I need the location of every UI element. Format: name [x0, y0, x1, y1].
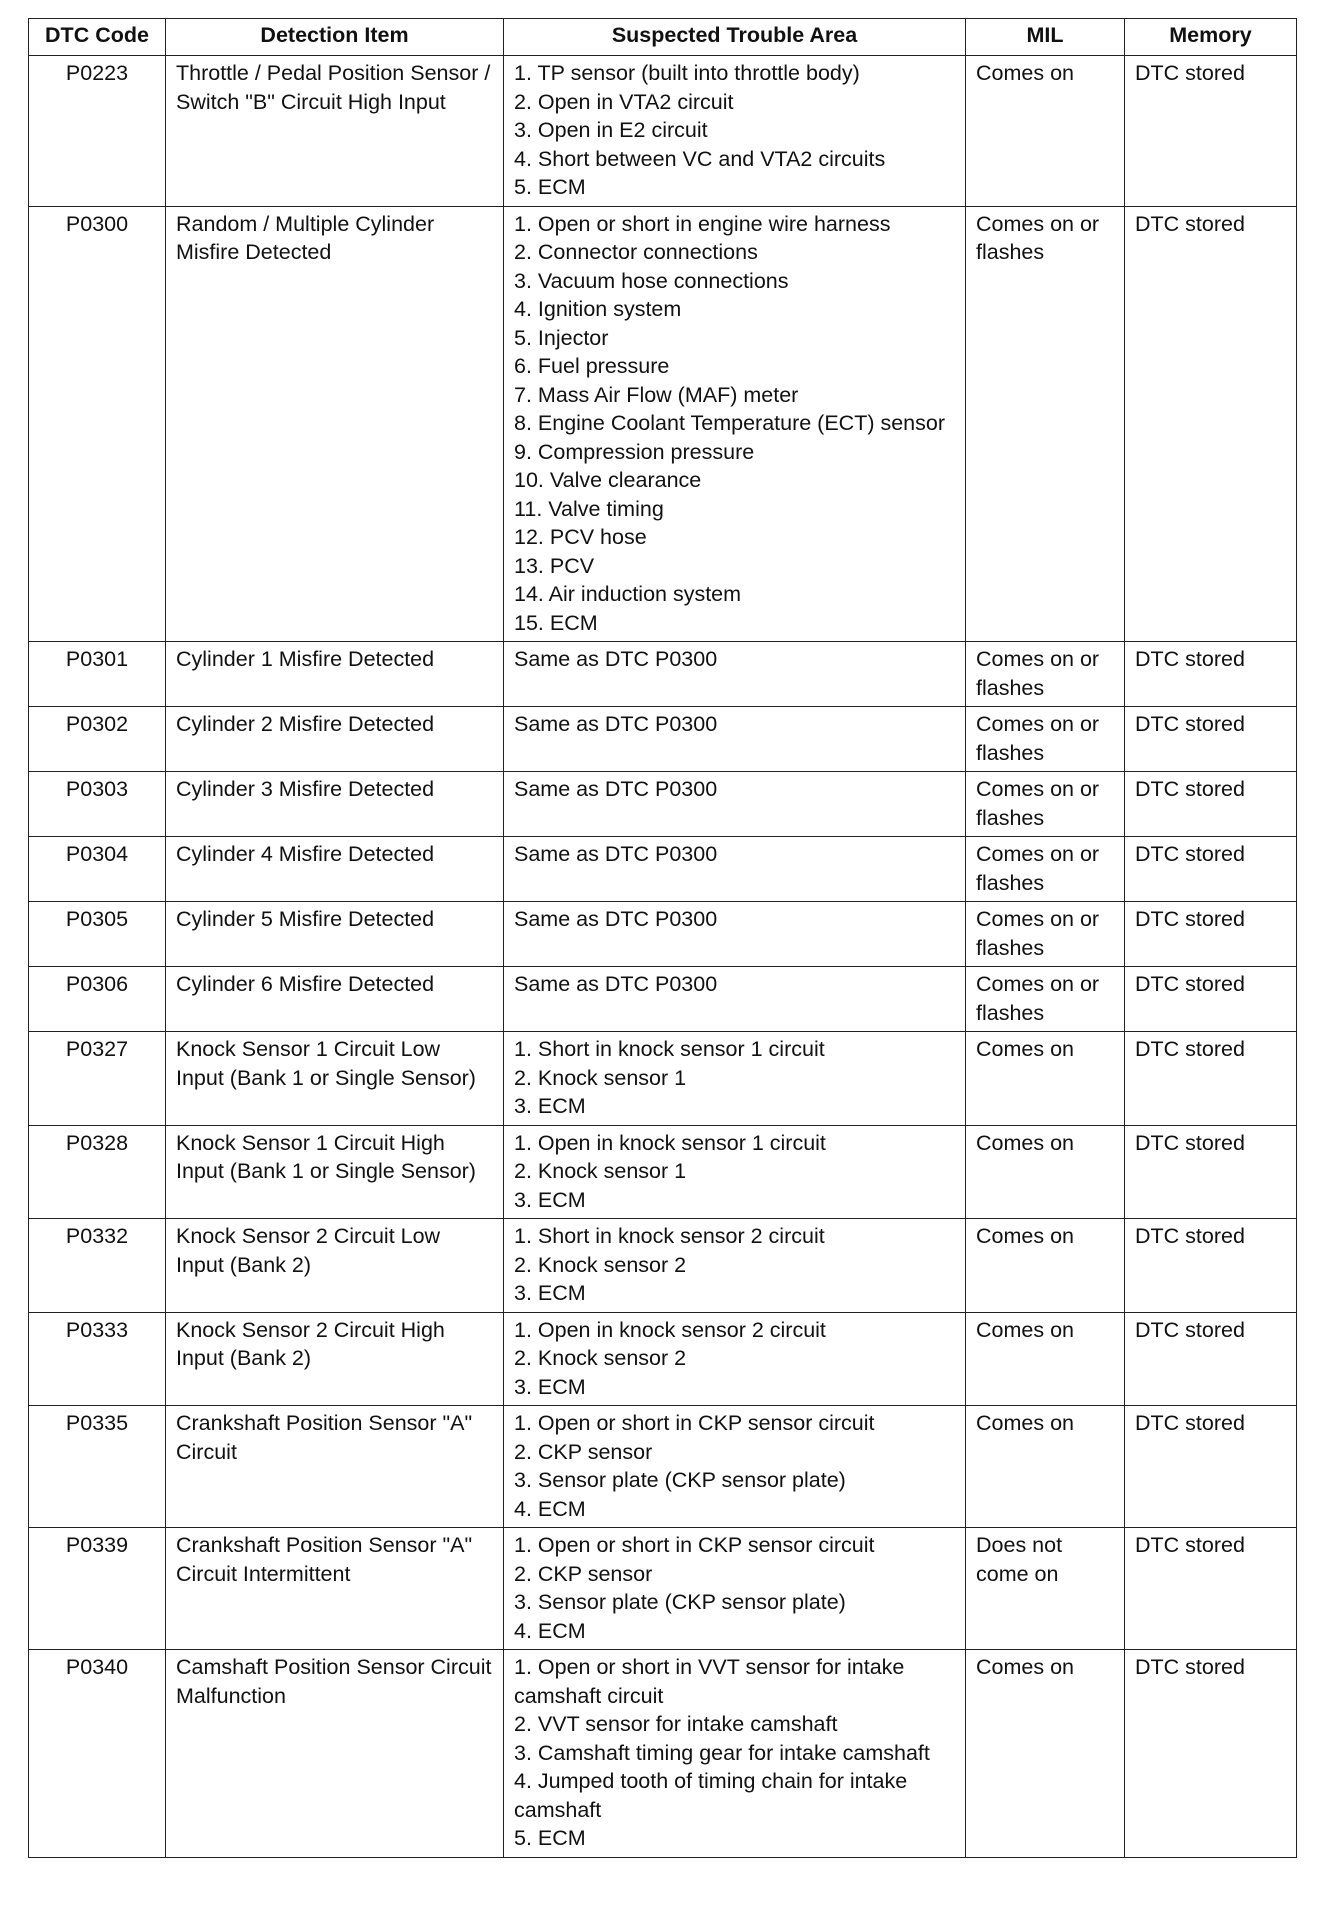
detection-item-cell: Cylinder 4 Misfire Detected [166, 837, 504, 902]
document-page [28, 18, 1296, 1858]
memory-cell: DTC stored [1125, 1406, 1297, 1528]
dtc-code-cell: P0306 [29, 967, 166, 1032]
trouble-area-cell [504, 837, 966, 902]
dtc-code-cell: P0301 [29, 642, 166, 707]
dtc-code-cell: P0327 [29, 1032, 166, 1126]
trouble-area-line: 1. TP sensor (built into throttle body) [514, 61, 860, 85]
dtc-code-cell: P0332 [29, 1219, 166, 1313]
trouble-area-line: 1. Open or short in VVT sensor for intake camshaft circuit [514, 1655, 905, 1708]
header-memory: Memory [1125, 19, 1297, 56]
trouble-area-line: 3. ECM [514, 1187, 586, 1212]
mil-cell: Comes on [966, 1032, 1125, 1126]
memory-cell: DTC stored [1125, 206, 1297, 642]
table-row [29, 56, 1297, 207]
memory-cell: DTC stored [1125, 902, 1297, 967]
detection-item-cell: Cylinder 2 Misfire Detected [166, 707, 504, 772]
trouble-area-line: 4. Ignition system [514, 297, 682, 321]
memory-cell: DTC stored [1125, 642, 1297, 707]
trouble-area-line: Same as DTC P0300 [514, 647, 718, 671]
memory-cell: DTC stored [1125, 56, 1297, 207]
dtc-code-cell: P0304 [29, 837, 166, 902]
detection-item-cell: Throttle / Pedal Position Sensor / Switch "B" Circuit High Input [166, 56, 504, 207]
mil-cell: Comes on or flashes [966, 707, 1125, 772]
memory-cell: DTC stored [1125, 1312, 1297, 1406]
trouble-area-line: 2. CKP sensor [514, 1439, 653, 1464]
detection-item-cell: Cylinder 3 Misfire Detected [166, 772, 504, 837]
trouble-area-line: 12. PCV hose [514, 525, 647, 549]
trouble-area-line: 2. Knock sensor 2 [514, 1346, 687, 1370]
dtc-table [28, 18, 1297, 1858]
mil-cell: Does not come on [966, 1528, 1125, 1650]
memory-cell: DTC stored [1125, 1219, 1297, 1313]
trouble-area-line: 1. Short in knock sensor 1 circuit [514, 1037, 825, 1061]
detection-item-cell: Knock Sensor 2 Circuit Low Input (Bank 2) [166, 1219, 504, 1313]
trouble-area-line: 4. ECM [514, 1618, 586, 1643]
trouble-area-line: 4. Jumped tooth of timing chain for intake camshaft [514, 1769, 908, 1822]
table-header-row [29, 19, 1297, 56]
trouble-area-line: 5. ECM [514, 175, 586, 199]
table-row [29, 1032, 1297, 1126]
dtc-code-cell: P0300 [29, 206, 166, 642]
trouble-area-cell [504, 1528, 966, 1650]
mil-cell: Comes on [966, 1219, 1125, 1313]
trouble-area-line: 3. ECM [514, 1281, 586, 1305]
table-row [29, 1312, 1297, 1406]
trouble-area-cell [504, 772, 966, 837]
mil-cell: Comes on or flashes [966, 642, 1125, 707]
dtc-code-cell: P0328 [29, 1125, 166, 1219]
header-suspected-trouble-area: Suspected Trouble Area [504, 19, 966, 56]
dtc-code-cell: P0305 [29, 902, 166, 967]
memory-cell: DTC stored [1125, 1125, 1297, 1219]
dtc-code-cell: P0340 [29, 1650, 166, 1858]
table-row [29, 1528, 1297, 1650]
trouble-area-line: Same as DTC P0300 [514, 907, 718, 931]
trouble-area-line: 3. ECM [514, 1374, 586, 1399]
mil-cell: Comes on or flashes [966, 772, 1125, 837]
trouble-area-cell [504, 56, 966, 207]
trouble-area-line: 4. Short between VC and VTA2 circuits [514, 146, 886, 171]
trouble-area-cell [504, 1125, 966, 1219]
table-body [29, 56, 1297, 1858]
trouble-area-cell [504, 642, 966, 707]
memory-cell: DTC stored [1125, 837, 1297, 902]
trouble-area-line: 9. Compression pressure [514, 439, 755, 464]
detection-item-cell: Random / Multiple Cylinder Misfire Detected [166, 206, 504, 642]
trouble-area-line: 3. Vacuum hose connections [514, 268, 789, 293]
trouble-area-line: 1. Open or short in CKP sensor circuit [514, 1411, 875, 1435]
detection-item-cell: Knock Sensor 1 Circuit High Input (Bank 1 or Single Sensor) [166, 1125, 504, 1219]
trouble-area-line: 3. Camshaft timing gear for intake camshaft [514, 1740, 930, 1765]
table-row [29, 967, 1297, 1032]
trouble-area-line: 1. Short in knock sensor 2 circuit [514, 1224, 825, 1248]
mil-cell: Comes on [966, 1650, 1125, 1858]
detection-item-cell: Cylinder 1 Misfire Detected [166, 642, 504, 707]
trouble-area-line: 2. Knock sensor 1 [514, 1159, 687, 1183]
trouble-area-line: 5. Injector [514, 325, 609, 350]
trouble-area-line: 3. ECM [514, 1094, 586, 1118]
trouble-area-line: 3. Open in E2 circuit [514, 118, 708, 142]
trouble-area-line: 4. ECM [514, 1496, 586, 1521]
table-row [29, 206, 1297, 642]
trouble-area-line: 2. Connector connections [514, 240, 758, 264]
trouble-area-line: 1. Open in knock sensor 2 circuit [514, 1317, 826, 1342]
trouble-area-line: 8. Engine Coolant Temperature (ECT) sensor [514, 411, 946, 435]
detection-item-cell: Camshaft Position Sensor Circuit Malfunction [166, 1650, 504, 1858]
mil-cell: Comes on or flashes [966, 206, 1125, 642]
detection-item-cell: Knock Sensor 2 Circuit High Input (Bank 2) [166, 1312, 504, 1406]
table-row [29, 707, 1297, 772]
mil-cell: Comes on or flashes [966, 837, 1125, 902]
trouble-area-line: 1. Open in knock sensor 1 circuit [514, 1130, 826, 1155]
memory-cell: DTC stored [1125, 707, 1297, 772]
detection-item-cell: Cylinder 5 Misfire Detected [166, 902, 504, 967]
mil-cell: Comes on [966, 1406, 1125, 1528]
dtc-code-cell: P0333 [29, 1312, 166, 1406]
trouble-area-cell [504, 206, 966, 642]
mil-cell: Comes on [966, 1312, 1125, 1406]
trouble-area-cell [504, 1650, 966, 1858]
trouble-area-line: 2. CKP sensor [514, 1561, 653, 1586]
trouble-area-line: Same as DTC P0300 [514, 712, 718, 736]
mil-cell: Comes on [966, 1125, 1125, 1219]
memory-cell: DTC stored [1125, 967, 1297, 1032]
trouble-area-line: Same as DTC P0300 [514, 972, 718, 996]
dtc-code-cell: P0302 [29, 707, 166, 772]
table-row [29, 772, 1297, 837]
header-mil: MIL [966, 19, 1125, 56]
memory-cell: DTC stored [1125, 772, 1297, 837]
trouble-area-line: 15. ECM [514, 610, 598, 635]
trouble-area-line: 2. Open in VTA2 circuit [514, 89, 734, 114]
trouble-area-line: 2. Knock sensor 1 [514, 1065, 687, 1090]
header-dtc-code: DTC Code [29, 19, 166, 56]
trouble-area-line: 2. VVT sensor for intake camshaft [514, 1712, 838, 1736]
memory-cell: DTC stored [1125, 1650, 1297, 1858]
dtc-code-cell: P0339 [29, 1528, 166, 1650]
trouble-area-line: 1. Open or short in engine wire harness [514, 211, 891, 236]
trouble-area-cell [504, 902, 966, 967]
trouble-area-cell [504, 1406, 966, 1528]
detection-item-cell: Cylinder 6 Misfire Detected [166, 967, 504, 1032]
table-row [29, 1406, 1297, 1528]
trouble-area-line: 6. Fuel pressure [514, 354, 670, 378]
table-row [29, 1125, 1297, 1219]
table-row [29, 902, 1297, 967]
trouble-area-line: 5. ECM [514, 1826, 586, 1850]
trouble-area-line: 1. Open or short in CKP sensor circuit [514, 1533, 875, 1557]
header-detection-item: Detection Item [166, 19, 504, 56]
trouble-area-cell [504, 1032, 966, 1126]
table-row [29, 642, 1297, 707]
trouble-area-line: 7. Mass Air Flow (MAF) meter [514, 382, 799, 407]
mil-cell: Comes on or flashes [966, 902, 1125, 967]
trouble-area-line: 11. Valve timing [514, 496, 664, 521]
mil-cell: Comes on or flashes [966, 967, 1125, 1032]
detection-item-cell: Crankshaft Position Sensor "A" Circuit Intermittent [166, 1528, 504, 1650]
trouble-area-cell [504, 707, 966, 772]
trouble-area-cell [504, 1219, 966, 1313]
trouble-area-line: Same as DTC P0300 [514, 777, 718, 801]
trouble-area-line: 14. Air induction system [514, 582, 742, 606]
dtc-code-cell: P0223 [29, 56, 166, 207]
table-row [29, 837, 1297, 902]
mil-cell: Comes on [966, 56, 1125, 207]
trouble-area-line: 13. PCV [514, 553, 595, 578]
memory-cell: DTC stored [1125, 1032, 1297, 1126]
trouble-area-line: 3. Sensor plate (CKP sensor plate) [514, 1590, 846, 1614]
trouble-area-cell [504, 1312, 966, 1406]
table-row [29, 1219, 1297, 1313]
dtc-code-cell: P0335 [29, 1406, 166, 1528]
trouble-area-cell [504, 967, 966, 1032]
trouble-area-line: 10. Valve clearance [514, 468, 702, 492]
trouble-area-line: Same as DTC P0300 [514, 842, 718, 866]
detection-item-cell: Crankshaft Position Sensor "A" Circuit [166, 1406, 504, 1528]
dtc-code-cell: P0303 [29, 772, 166, 837]
trouble-area-line: 3. Sensor plate (CKP sensor plate) [514, 1468, 846, 1492]
trouble-area-line: 2. Knock sensor 2 [514, 1252, 687, 1277]
memory-cell: DTC stored [1125, 1528, 1297, 1650]
table-row [29, 1650, 1297, 1858]
detection-item-cell: Knock Sensor 1 Circuit Low Input (Bank 1 or Single Sensor) [166, 1032, 504, 1126]
